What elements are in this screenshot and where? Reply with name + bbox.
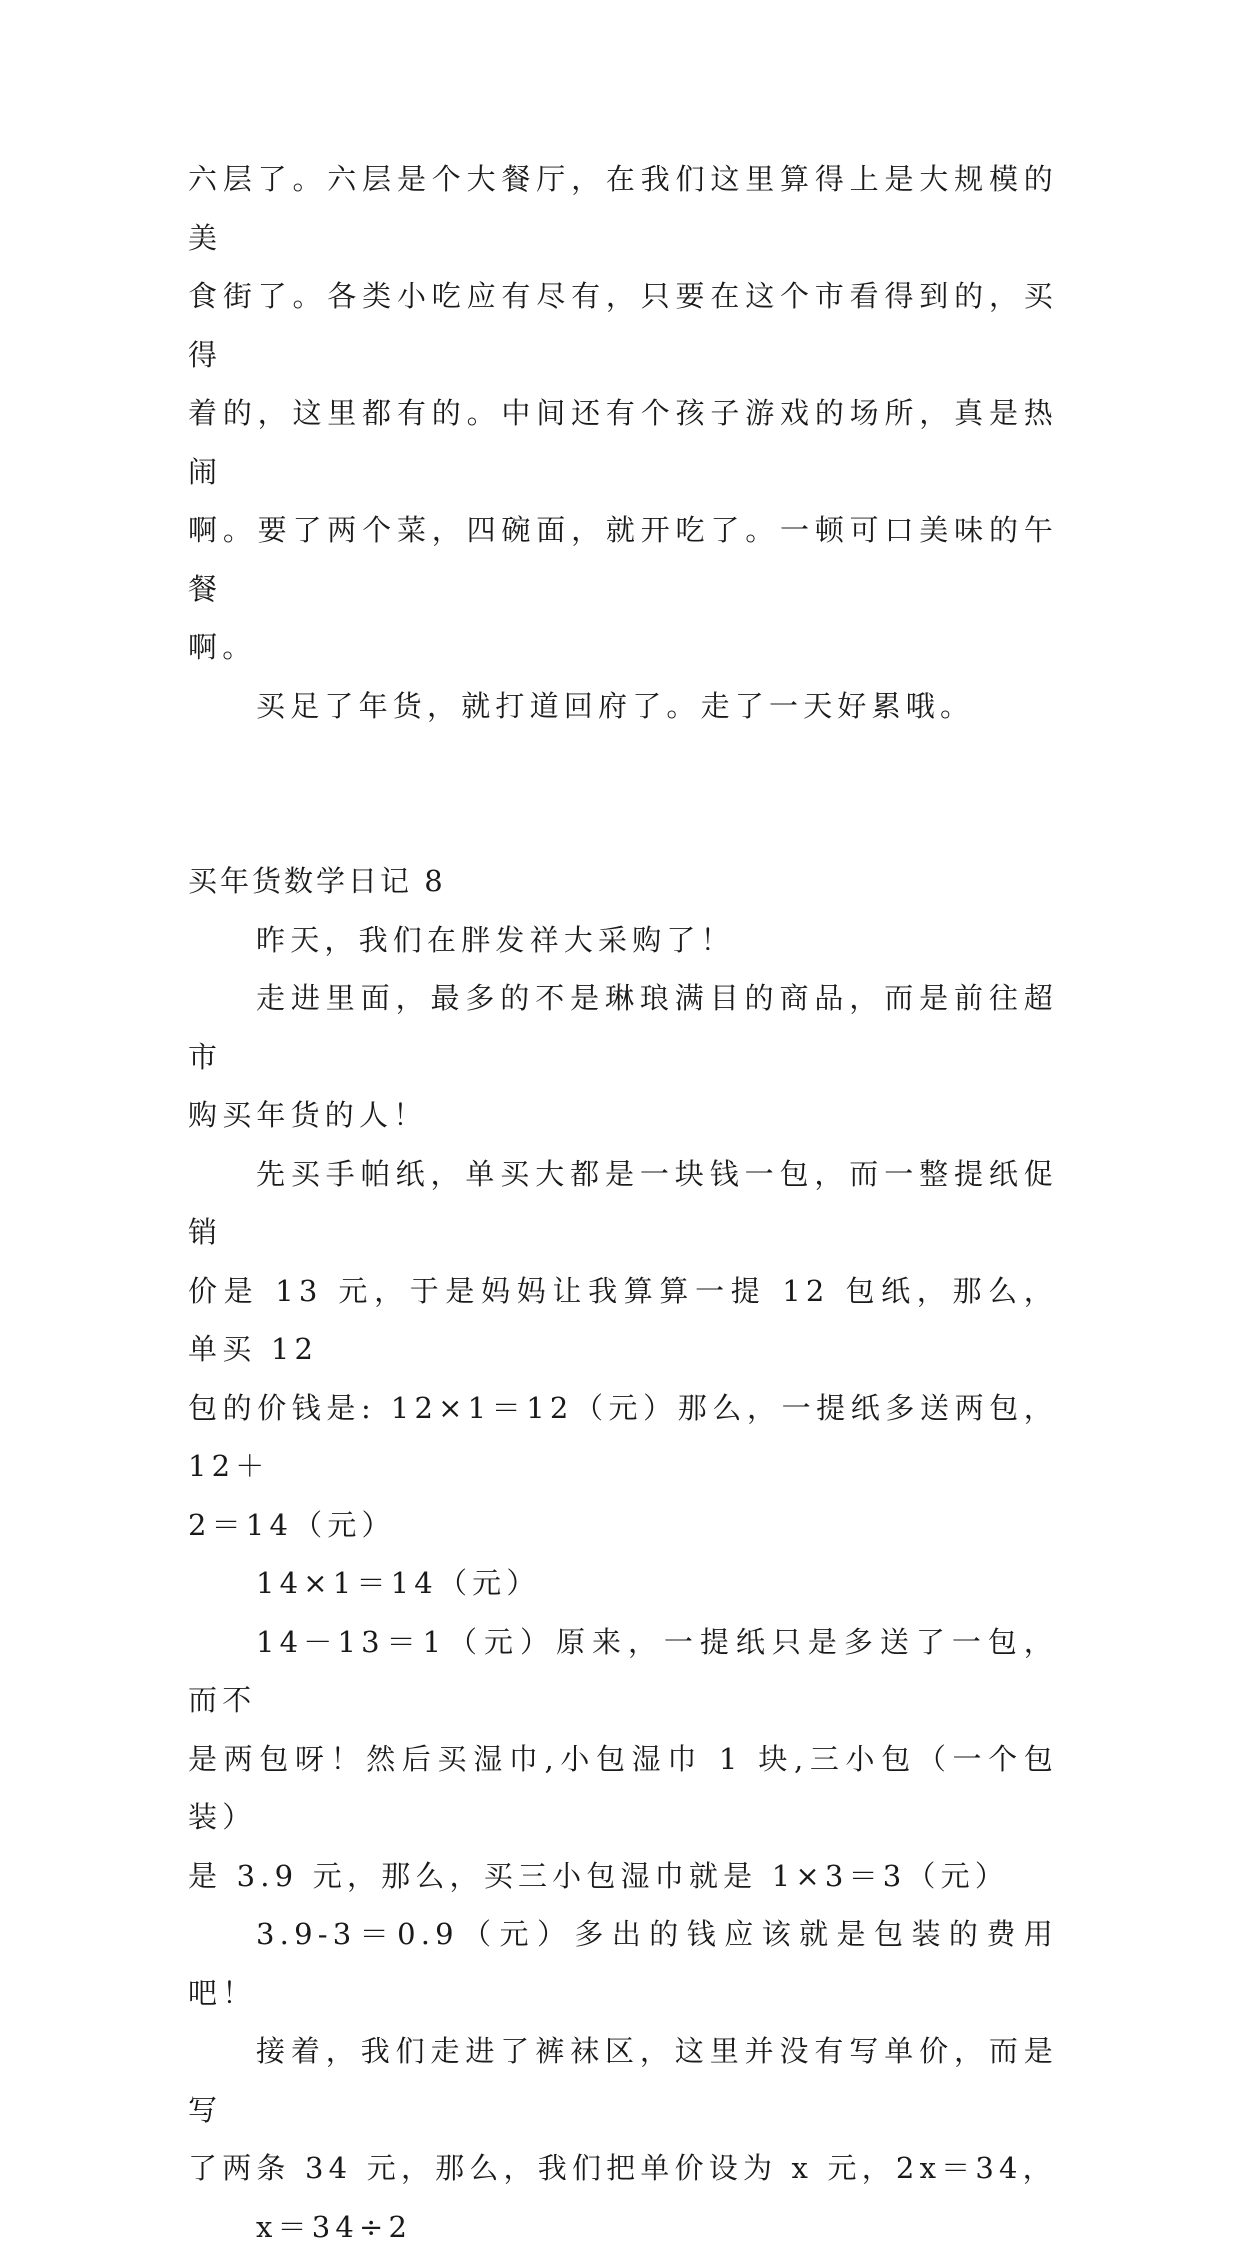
paragraph-socks-area [188,2022,1058,2198]
text-line: 接着，我们走进了裤袜区，这里并没有写单价，而是写 [188,2022,1058,2139]
paragraph-equation-x [188,2198,1058,2256]
text-line: 3.9-3＝0.9（元）多出的钱应该就是包装的费用吧！ [188,1905,1058,2022]
text-line: 六层了。六层是个大餐厅，在我们这里算得上是大规模的美 [188,150,1058,267]
section-gap [188,735,1058,852]
text-line: 先买手帕纸，单买大都是一块钱一包，而一整提纸促销 [188,1145,1058,1262]
paragraph-yesterday [188,911,1058,970]
paragraph-going-home [188,677,1058,736]
text-line: 啊。要了两个菜，四碗面，就开吃了。一顿可口美味的午餐 [188,501,1058,618]
text-line: 昨天，我们在胖发祥大采购了！ [188,911,1058,970]
text-line: 是 3.9 元，那么，买三小包湿巾就是 1×3＝3（元） [188,1847,1058,1906]
text-line: 2＝14（元） [188,1496,1058,1555]
text-line: 走进里面，最多的不是琳琅满目的商品，而是前往超市 [188,969,1058,1086]
text-line: 价是 13 元，于是妈妈让我算算一提 12 包纸，那么，单买 12 [188,1262,1058,1379]
paragraph-wet-wipes [188,1613,1058,1906]
paragraph-equation-14 [188,1554,1058,1613]
text-line: 啊。 [188,618,1058,677]
section-title: 买年货数学日记 8 [188,852,1058,911]
document-page [188,150,1058,2256]
text-line: 是两包呀！然后买湿巾,小包湿巾 1 块,三小包（一个包装） [188,1730,1058,1847]
text-line: 食街了。各类小吃应有尽有，只要在这个市看得到的，买得 [188,267,1058,384]
text-line: 买足了年货，就打道回府了。走了一天好累哦。 [188,677,1058,736]
paragraph-tissue-paper [188,1145,1058,1555]
text-line: 了两条 34 元，那么，我们把单价设为 x 元，2x＝34， [188,2139,1058,2198]
text-line: 着的，这里都有的。中间还有个孩子游戏的场所，真是热闹 [188,384,1058,501]
paragraph-sixth-floor-restaurant [188,150,1058,677]
paragraph-entering [188,969,1058,1145]
paragraph-packaging-cost [188,1905,1058,2022]
text-line: 包的价钱是: 12×1＝12（元）那么，一提纸多送两包，12＋ [188,1379,1058,1496]
text-line: 14×1＝14（元） [188,1554,1058,1613]
text-line: x＝34÷2 [188,2198,1058,2256]
text-line: 购买年货的人！ [188,1086,1058,1145]
text-line: 14－13＝1（元）原来，一提纸只是多送了一包，而不 [188,1613,1058,1730]
